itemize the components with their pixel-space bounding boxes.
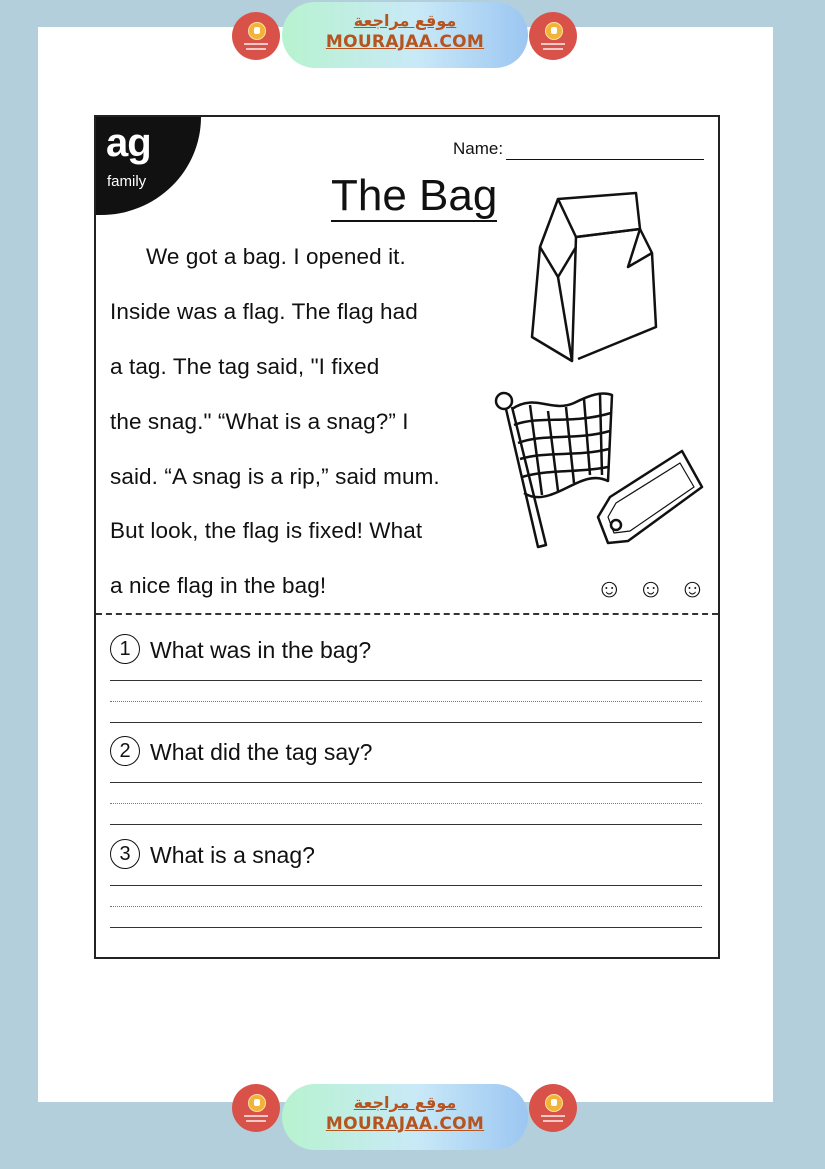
watermark-site[interactable]: MOURAJAA.COM <box>325 1114 485 1134</box>
logo-badge-left-bottom <box>232 1084 280 1132</box>
family-word: family <box>107 173 147 190</box>
question-text: What was in the bag? <box>150 637 372 664</box>
question-text: What is a snag? <box>150 842 315 869</box>
paper-bag-icon <box>518 187 658 367</box>
logo-badge-left-top <box>232 12 280 60</box>
logo-badge-right-top <box>529 12 577 60</box>
question-1 <box>110 637 371 667</box>
answer-line[interactable] <box>110 680 702 681</box>
story-line: said. “A snag is a rip,” said mum. <box>110 464 440 489</box>
worksheet <box>94 115 720 959</box>
watermark-site[interactable]: MOURAJAA.COM <box>325 32 485 52</box>
answer-line[interactable] <box>110 722 702 723</box>
answer-guide-line <box>110 906 702 907</box>
family-letters: ag <box>106 121 151 165</box>
story-line: a tag. The tag said, "I fixed <box>110 354 380 379</box>
name-line[interactable] <box>506 159 704 160</box>
word-family-tab <box>96 117 201 215</box>
smiley-rating[interactable]: ☺☺☺ <box>596 573 721 603</box>
logo-badge-right-bottom <box>529 1084 577 1132</box>
name-label: Name: <box>453 139 504 158</box>
story-line: But look, the flag is fixed! What <box>110 518 423 543</box>
watermark-arabic: موقع مراجعة <box>353 1093 457 1112</box>
watermark-banner-bottom[interactable] <box>282 1084 528 1150</box>
story-line: a nice flag in the bag! <box>110 573 327 598</box>
section-divider <box>96 613 718 615</box>
question-number: 1 <box>110 634 140 664</box>
worksheet-title: The Bag <box>331 171 498 220</box>
answer-line[interactable] <box>110 824 702 825</box>
answer-line[interactable] <box>110 885 702 886</box>
story-line: Inside was a flag. The flag had <box>110 299 418 324</box>
answer-guide-line <box>110 803 702 804</box>
answer-line[interactable] <box>110 782 702 783</box>
answer-guide-line <box>110 701 702 702</box>
question-text: What did the tag say? <box>150 739 373 766</box>
question-number: 3 <box>110 839 140 869</box>
story-line: the snag." “What is a snag?” I <box>110 409 409 434</box>
answer-line[interactable] <box>110 927 702 928</box>
watermark-banner-top[interactable] <box>282 2 528 68</box>
question-number: 2 <box>110 736 140 766</box>
tag-icon <box>592 447 712 557</box>
question-3 <box>110 842 315 872</box>
story-line: We got a bag. I opened it. <box>146 244 406 269</box>
question-2 <box>110 739 372 769</box>
watermark-arabic: موقع مراجعة <box>353 11 457 30</box>
